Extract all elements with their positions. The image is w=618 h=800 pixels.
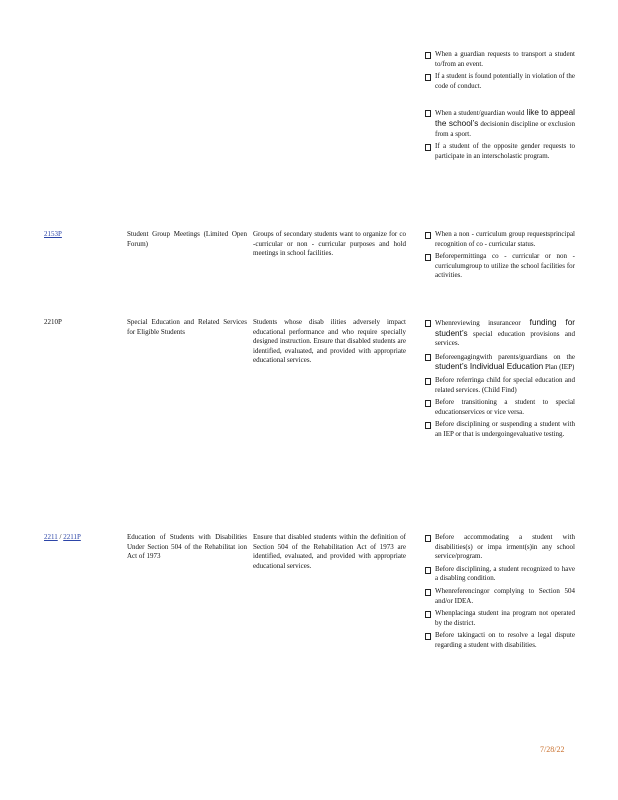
when-text: If a student is found potentially in violation of the code of conduct. bbox=[435, 72, 575, 90]
when-item bbox=[425, 108, 575, 139]
when-item bbox=[425, 50, 575, 69]
when-list bbox=[425, 108, 575, 161]
checkbox-bullet-icon bbox=[425, 611, 431, 618]
when-item bbox=[425, 565, 575, 584]
checkbox-bullet-icon bbox=[425, 535, 431, 542]
when-text: If a student of the opposite gender requests to participate in an interscholastic program. bbox=[435, 142, 575, 160]
checkbox-bullet-icon bbox=[425, 52, 431, 59]
checkbox-bullet-icon bbox=[425, 254, 431, 261]
when-item bbox=[425, 609, 575, 628]
code-separator: / bbox=[59, 533, 62, 541]
when-item bbox=[425, 318, 575, 349]
policy-description: Groups of secondary students want to organize for co -curricular or non - curricular purposes and hold meetings in school facilities. bbox=[253, 230, 406, 258]
when-text: Whenreviewing insuranceor bbox=[435, 319, 521, 327]
policy-title: Special Education and Related Services for Eligible Students bbox=[127, 318, 247, 336]
policy-code: 2210P bbox=[44, 318, 62, 326]
checkbox-bullet-icon bbox=[425, 400, 431, 407]
when-list bbox=[425, 230, 575, 281]
when-item bbox=[425, 631, 575, 650]
when-text: When a student/guardian would bbox=[435, 109, 525, 118]
when-item bbox=[425, 230, 575, 249]
when-item bbox=[425, 533, 575, 562]
checkbox-bullet-icon bbox=[425, 354, 431, 361]
when-item bbox=[425, 420, 575, 439]
policy-code-link[interactable]: 2211P bbox=[63, 533, 81, 541]
policy-title: Education of Students with Disabilities Under Section 504 of the Rehabilitat ion Act of 1973 bbox=[127, 533, 247, 561]
when-text: Whenplacinga student ina program not operated by the district. bbox=[435, 609, 575, 627]
policy-code-cell bbox=[44, 318, 114, 328]
when-column bbox=[425, 318, 575, 443]
checkbox-bullet-icon bbox=[425, 144, 431, 151]
when-text: Beforeengagingwith parents/guardians on the bbox=[435, 352, 575, 361]
when-text: Before takingacti on to resolve a legal dispute regarding a student with disabilities. bbox=[435, 631, 575, 649]
checkbox-bullet-icon bbox=[425, 567, 431, 574]
when-item bbox=[425, 376, 575, 395]
when-text: When a non - curriculum group requestsprincipal recognition of co - curricular status. bbox=[435, 230, 575, 248]
when-item bbox=[425, 398, 575, 417]
when-text: Plan (IEP) bbox=[543, 363, 575, 372]
checkbox-bullet-icon bbox=[425, 633, 431, 640]
when-text: Before transitioning a student to special educationservices or vice versa. bbox=[435, 398, 575, 416]
when-list bbox=[425, 318, 575, 440]
when-list bbox=[425, 533, 575, 651]
checkbox-bullet-icon bbox=[425, 74, 431, 81]
when-text: Whenreferencingor complying to Section 504 and/or IDEA. bbox=[435, 586, 575, 605]
when-item bbox=[425, 252, 575, 281]
checkbox-bullet-icon bbox=[425, 232, 431, 239]
when-column bbox=[425, 533, 575, 654]
checkbox-bullet-icon bbox=[425, 378, 431, 385]
footer-date: 7/28/22 bbox=[540, 745, 565, 754]
checkbox-bullet-icon bbox=[425, 589, 431, 596]
checkbox-bullet-icon bbox=[425, 422, 431, 429]
policy-code-cell bbox=[44, 533, 114, 543]
when-column bbox=[425, 50, 575, 164]
when-text-emphasis: like to appeal the school’s bbox=[435, 108, 575, 128]
when-item bbox=[425, 142, 575, 161]
checkbox-bullet-icon bbox=[425, 320, 431, 327]
policy-description: Students whose disab ilities adversely impact educational performance and who require specially designed instruction. Ensure that disabled students are identified, evaluated, and provided with appropriate educational services. bbox=[253, 318, 406, 365]
policy-code-link[interactable]: 2211 bbox=[44, 533, 58, 541]
when-text: When a guardian requests to transport a student to/from an event. bbox=[435, 50, 575, 68]
checkbox-bullet-icon bbox=[425, 110, 431, 117]
when-text: Before referringa child for special education and related services. (Child Find) bbox=[435, 375, 575, 394]
when-item bbox=[425, 587, 575, 606]
policy-code-cell bbox=[44, 230, 114, 240]
when-column bbox=[425, 230, 575, 284]
when-item bbox=[425, 72, 575, 91]
when-text: decisionin discipline or exclusion from a sport. bbox=[435, 119, 575, 138]
when-text: Before disciplining or suspending a student with an IEP or that is undergoingevaluative testing. bbox=[435, 420, 575, 438]
policy-title: Student Group Meetings (Limited Open Forum) bbox=[127, 230, 247, 248]
policy-code-link[interactable]: 2153P bbox=[44, 230, 62, 238]
when-text: Before accommodating a student with disabilities(s) or impa irment(s)in any school service/program. bbox=[435, 533, 575, 561]
policy-description: Ensure that disabled students within the definition of Section 504 of the Rehabilitation Act of 1973 are identified, evaluated, and provided with appropriate educational services. bbox=[253, 533, 406, 570]
when-text-emphasis: student’s Individual Education bbox=[435, 362, 544, 372]
when-text: Before disciplining, a student recognized to have a disabling condition. bbox=[435, 564, 575, 583]
when-text: Beforepermittinga co - curricular or non - curriculumgroup to utilize the school facilities for activities. bbox=[435, 252, 575, 280]
when-text: special education provisions and services. bbox=[435, 329, 575, 348]
when-list bbox=[425, 50, 575, 91]
when-item bbox=[425, 352, 575, 373]
when-text-emphasis: funding for student’s bbox=[435, 318, 575, 338]
